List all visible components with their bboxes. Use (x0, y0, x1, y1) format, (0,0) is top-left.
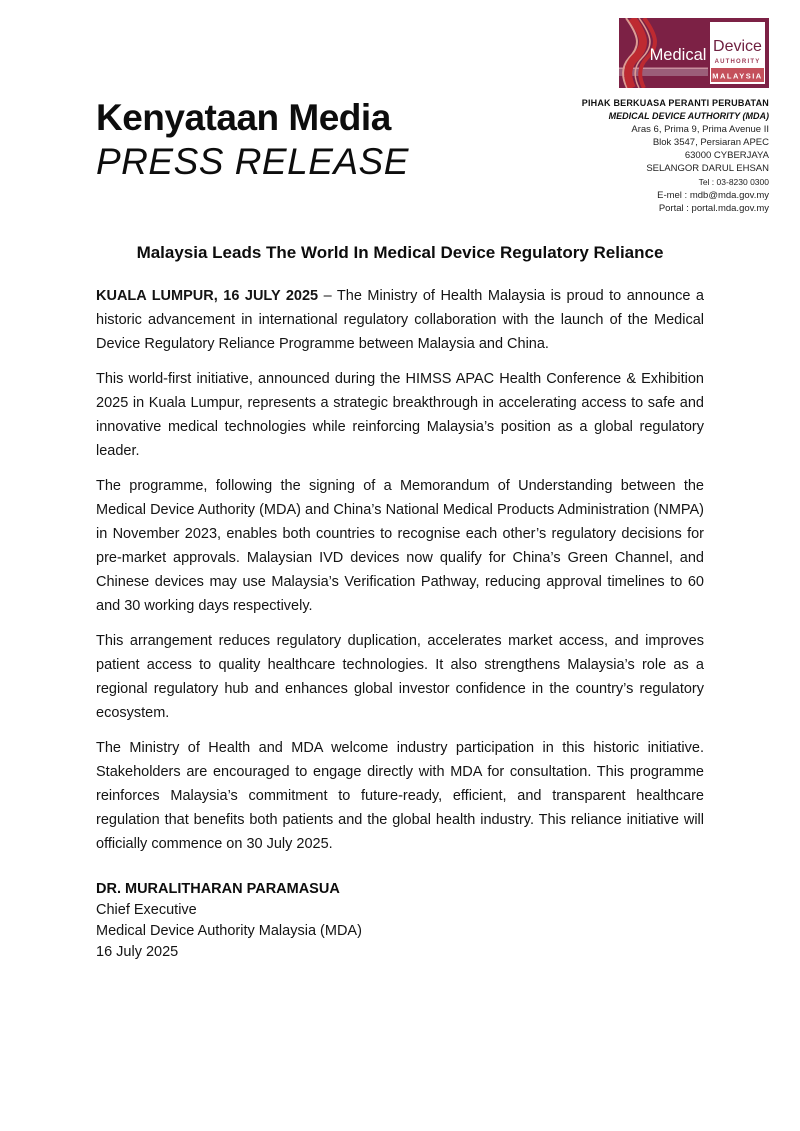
address-line-4: SELANGOR DARUL EHSAN (646, 163, 769, 174)
paragraph-4: This arrangement reduces regulatory duplication, accelerates market access, and improves patient access to quality healthcare technologies. It also strengthens Malaysia’s role as a regional regulatory hub and enhances global investor confidence in the country’s regulatory ecosystem. (96, 633, 704, 721)
signatory-title: Chief Executive (96, 902, 197, 918)
paragraph-1 (96, 284, 704, 356)
mda-logo (619, 18, 769, 93)
dateline: KUALA LUMPUR, 16 JULY 2025 (96, 288, 319, 304)
address-line-3: 63000 CYBERJAYA (684, 150, 769, 161)
letterhead (519, 18, 769, 215)
address-line-1: Aras 6, Prima 9, Prima Avenue II (631, 124, 769, 135)
email-line: E-mel : mdb@mda.gov.my (657, 190, 769, 201)
paragraph-3: The programme, following the signing of a Memorandum of Understanding between the Medical Device Authority (MDA) and China’s National Medical Products Administration (NMPA) in November 2023, enables both countries to recognise each other’s regulatory decisions for pre-market approvals. Malaysian IVD devices now qualify for China’s Green Channel, and Chinese devices may use Malaysia’s Verification Pathway, reducing approval timelines to 60 and 30 working days respectively. (96, 478, 704, 614)
logo-word-malaysia: MALAYSIA (712, 71, 763, 81)
headline: Malaysia Leads The World In Medical Device Regulatory Reliance (136, 243, 664, 262)
paragraph-1-text: – The Ministry of Health Malaysia is proud to announce a historic advancement in international regulatory collaboration with the launch of the Medical Device Regulatory Reliance Programme between Malaysia and China. (96, 288, 704, 352)
org-name-english: MEDICAL DEVICE AUTHORITY (MDA) (608, 111, 769, 121)
masthead-title-malay: Kenyataan Media (96, 97, 391, 138)
signatory-name: DR. MURALITHARAN PARAMASUA (96, 881, 340, 897)
masthead (96, 96, 409, 184)
logo-word-device: Device (713, 38, 762, 55)
logo-word-medical: Medical (649, 46, 707, 64)
portal-line: Portal : portal.mda.gov.my (658, 203, 769, 214)
signature-date: 16 July 2025 (96, 944, 179, 960)
mda-logo-icon (619, 18, 769, 88)
address-line-2: Blok 3547, Persiaran APEC (652, 137, 769, 148)
phone-line: Tel : 03-8230 0300 (698, 177, 769, 187)
signatory-organization: Medical Device Authority Malaysia (MDA) (96, 923, 362, 939)
logo-word-authority: AUTHORITY (714, 59, 761, 65)
masthead-title-english: PRESS RELEASE (96, 141, 409, 182)
org-name-malay: PIHAK BERKUASA PERANTI PERUBATAN (581, 98, 769, 108)
paragraph-2: This world-first initiative, announced during the HIMSS APAC Health Conference & Exhibition 2025 in Kuala Lumpur, represents a strategic breakthrough in accelerating access to safe and innovative medical technologies while reinforcing Malaysia’s position as a global regulatory leader. (96, 371, 704, 459)
press-release-body (96, 284, 704, 963)
signature-block (96, 879, 704, 963)
paragraph-5: The Ministry of Health and MDA welcome industry participation in this historic initiative. Stakeholders are encouraged to engage directly with MDA for consultation. This programme reinforces Malaysia’s commitment to future-ready, efficient, and transparent healthcare regulation that benefits both patients and the global health industry. This reliance initiative will officially commence on 30 July 2025. (96, 740, 704, 852)
